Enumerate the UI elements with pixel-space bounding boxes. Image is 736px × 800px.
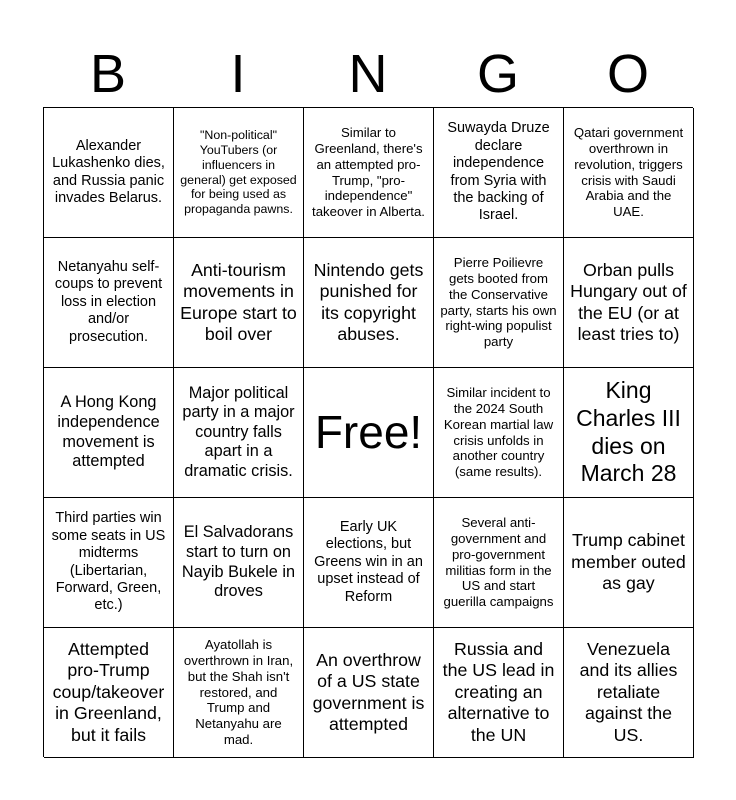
cell-text: Anti-tourism movements in Europe start to boil over	[180, 259, 297, 344]
cell-text: Ayatollah is overthrown in Iran, but the Shah isn't restored, and Trump and Netanyahu are mad.	[183, 637, 294, 748]
bingo-cell-r2c1[interactable]	[44, 238, 174, 368]
bingo-cell-r3c5[interactable]	[564, 368, 694, 498]
cell-text: Suwayda Druze declare independence from Syria with the backing of Israel.	[447, 120, 550, 224]
bingo-cell-r5c3[interactable]	[304, 628, 434, 758]
header-letter-b: B	[89, 44, 127, 104]
cell-text: Trump cabinet member outed as gay	[571, 530, 686, 594]
cell-text: A Hong Kong independence movement is attempted	[57, 393, 160, 471]
bingo-cell-r5c5[interactable]	[564, 628, 694, 758]
bingo-cell-r4c2[interactable]	[174, 498, 304, 628]
cell-text: Major political party in a major country falls apart in a dramatic crisis.	[182, 383, 295, 480]
bingo-cell-r2c4[interactable]	[434, 238, 564, 368]
cell-text: El Salvadorans start to turn on Nayib Bukele in droves	[181, 523, 296, 601]
cell-text: An overthrow of a US state government is attempted	[312, 649, 425, 734]
bingo-cell-r1c2[interactable]	[174, 108, 304, 238]
bingo-cell-r1c3[interactable]	[304, 108, 434, 238]
cell-text: Venezuela and its allies retaliate against the US.	[579, 639, 678, 745]
cell-text: Qatari government overthrown in revolution, triggers crisis with Saudi Arabia and the UAE.	[573, 124, 684, 220]
cell-text: Nintendo gets punished for its copyright abuses.	[313, 259, 424, 344]
bingo-cell-r3c1[interactable]	[44, 368, 174, 498]
bingo-cell-r4c4[interactable]	[434, 498, 564, 628]
bingo-cell-r2c2[interactable]	[174, 238, 304, 368]
bingo-cell-r4c1[interactable]	[44, 498, 174, 628]
bingo-card-grid	[43, 107, 693, 757]
header-letter-g: G	[476, 44, 519, 104]
cell-text: Third parties win some seats in US midterms (Libertarian, Forward, Green, etc.)	[51, 510, 166, 614]
cell-text: Russia and the US lead in creating an alternative to the UN	[442, 639, 555, 745]
cell-text: Similar to Greenland, there's an attempted pro-Trump, "pro-independence" takeover in Alberta.	[312, 124, 425, 220]
bingo-cell-r2c5[interactable]	[564, 238, 694, 368]
bingo-cell-r1c5[interactable]	[564, 108, 694, 238]
free-space-text: Free!	[314, 405, 423, 458]
cell-text: Several anti-government and pro-government militias form in the US and start guerilla campaigns	[443, 514, 554, 610]
cell-text: Netanyahu self-coups to prevent loss in election and/or prosecution.	[54, 259, 163, 345]
bingo-header	[43, 40, 693, 108]
bingo-cell-r1c1[interactable]	[44, 108, 174, 238]
cell-text: Similar incident to the 2024 South Korean martial law crisis unfolds in another country (same results).	[443, 384, 554, 480]
cell-text: Orban pulls Hungary out of the EU (or at least tries to)	[570, 259, 687, 344]
cell-text: Pierre Poilievre gets booted from the Conservative party, starts his own right-wing populist party	[440, 254, 557, 350]
bingo-cell-r2c3[interactable]	[304, 238, 434, 368]
bingo-cell-r3c2[interactable]	[174, 368, 304, 498]
header-letter-n: N	[348, 44, 388, 104]
cell-text: King Charles III dies on March 28	[576, 377, 681, 487]
bingo-cell-r5c1[interactable]	[44, 628, 174, 758]
bingo-cell-r1c4[interactable]	[434, 108, 564, 238]
bingo-cell-r4c3[interactable]	[304, 498, 434, 628]
cell-text: Attempted pro-Trump coup/takeover in Greenland, but it fails	[52, 639, 165, 745]
bingo-cell-r5c4[interactable]	[434, 628, 564, 758]
bingo-cell-r5c2[interactable]	[174, 628, 304, 758]
bingo-cell-r4c5[interactable]	[564, 498, 694, 628]
cell-text: Early UK elections, but Greens win in an upset instead of Reform	[314, 519, 423, 605]
bingo-cell-free-space[interactable]	[304, 368, 434, 498]
bingo-cell-r3c4[interactable]	[434, 368, 564, 498]
header-letter-o: O	[606, 44, 649, 104]
header-letter-i: I	[230, 44, 246, 104]
cell-text: "Non-political" YouTubers (or influencers in general) get exposed for being used as propaganda pawns.	[180, 127, 297, 217]
cell-text: Alexander Lukashenko dies, and Russia panic invades Belarus.	[52, 137, 165, 206]
